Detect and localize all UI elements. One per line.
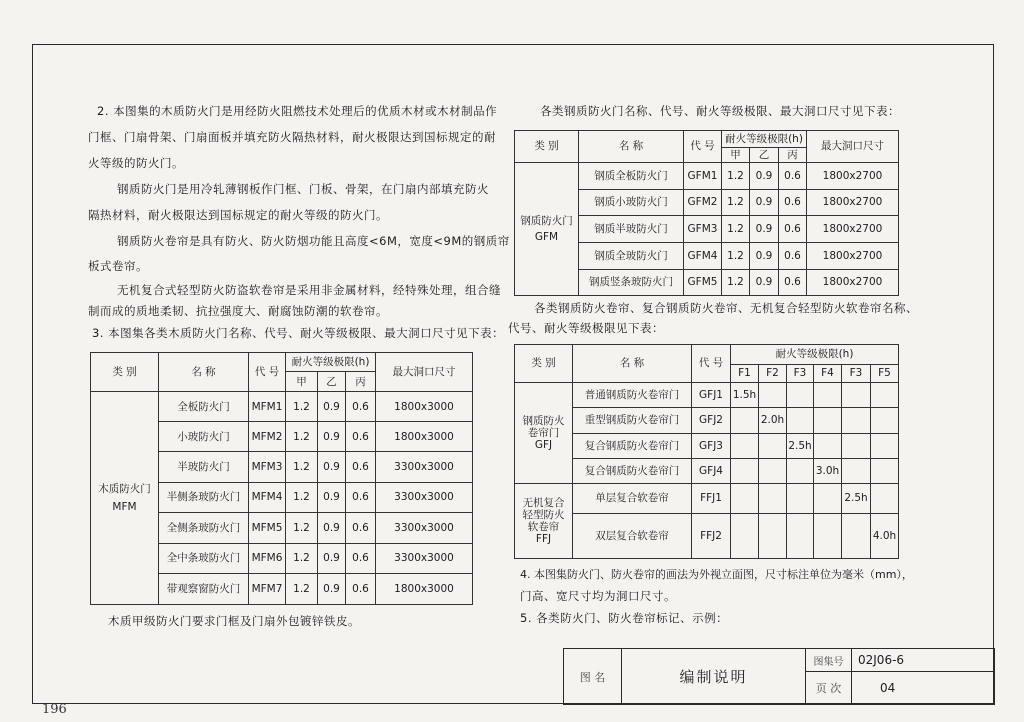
shutter-header-f2: F2	[759, 365, 787, 383]
cell-code: MFM5	[249, 513, 286, 544]
cell-code: GFM2	[684, 190, 722, 216]
cell-code: MFM2	[249, 422, 286, 452]
title-block	[563, 648, 995, 705]
steel-door-table	[514, 130, 899, 296]
wood-category-label: 木质防火门	[98, 482, 151, 495]
cell-b: 0.9	[318, 391, 346, 422]
cell-code: GFJ3	[692, 434, 731, 459]
steel-header-code: 代 号	[684, 131, 722, 163]
cell-name: 钢质全板防火门	[579, 163, 684, 190]
cell-a: 1.2	[722, 270, 750, 296]
steel-header-name: 名 称	[579, 131, 684, 163]
cell-a: 1.2	[722, 243, 750, 270]
wood-category-cell	[91, 391, 159, 604]
table-row	[515, 408, 899, 434]
wood-door-table	[90, 352, 473, 605]
cell-size: 3300x3000	[376, 482, 473, 513]
cell-b: 0.9	[750, 243, 779, 270]
steel-header-size: 最大洞口尺寸	[807, 131, 899, 163]
shutter-header-f3: F3	[787, 365, 814, 383]
wood-header-name: 名 称	[159, 353, 249, 392]
cell-a: 1.2	[286, 574, 318, 605]
steel-header-category: 类 别	[515, 131, 579, 163]
cell-b: 0.9	[318, 513, 346, 544]
cell-code: FFJ1	[692, 484, 731, 514]
cell-f4	[814, 514, 842, 559]
steel-header-c: 丙	[779, 148, 807, 163]
wood-header-b: 乙	[318, 372, 346, 391]
cell-name: 钢质半玻防火门	[579, 216, 684, 243]
cell-c: 0.6	[346, 513, 376, 544]
cell-f3b	[842, 408, 871, 434]
item4-line1: 4. 本图集防火门、防火卷帘的画法为外视立面图，尺寸标注单位为毫米（mm），	[520, 568, 913, 581]
cell-f5	[871, 459, 899, 484]
steel-header-b: 乙	[750, 148, 779, 163]
cell-code: GFM5	[684, 270, 722, 296]
page-number: 196	[42, 702, 67, 717]
group1-label-1: 钢质防火	[522, 414, 565, 427]
cell-f5: 4.0h	[871, 514, 899, 559]
cell-b: 0.9	[318, 451, 346, 482]
shutter-header-f5: F5	[871, 365, 899, 383]
table-row	[515, 514, 899, 559]
cell-b: 0.9	[318, 574, 346, 605]
cell-f2	[759, 434, 787, 459]
shutter-header-f4: F4	[814, 365, 842, 383]
cell-name: 复合钢质防火卷帘门	[573, 434, 692, 459]
table-row	[91, 391, 473, 422]
table-row	[515, 459, 899, 484]
shutter-table	[514, 344, 899, 559]
cell-f3b	[842, 459, 871, 484]
para1-line2: 门框、门扇骨架、门扇面板并填充防火隔热材料，耐火极限达到国标规定的耐	[88, 130, 496, 144]
steel-category-code: GFM	[534, 231, 559, 243]
para4-line1: 无机复合式轻型防火防盗软卷帘是采用非金属材料，经特殊处理，组合缝	[117, 283, 501, 297]
cell-size: 1800x2700	[807, 190, 899, 216]
cell-code: GFJ1	[692, 383, 731, 408]
cell-f1: 1.5h	[731, 383, 759, 408]
group2-label-1: 无机复合	[522, 496, 565, 509]
cell-name: 复合钢质防火卷帘门	[573, 459, 692, 484]
cell-name: 半侧条玻防火门	[159, 482, 249, 513]
cell-c: 0.6	[779, 243, 807, 270]
title-block-page: 04	[852, 672, 995, 705]
title-block-atlas-label: 图集号	[806, 649, 852, 672]
steel-intro: 各类钢质防火门名称、代号、耐火等级极限、最大洞口尺寸见下表：	[540, 104, 900, 118]
cell-name: 双层复合软卷帘	[573, 514, 692, 559]
group2-label-3: 软卷帘	[527, 521, 560, 533]
cell-c: 0.6	[779, 270, 807, 296]
para2-line2: 隔热材料，耐火极限达到国标规定的耐火等级的防火门。	[88, 208, 388, 222]
cell-name: 全中条玻防火门	[159, 543, 249, 574]
cell-f1	[731, 514, 759, 559]
steel-category-label: 钢质防火门	[520, 214, 573, 227]
cell-size: 1800x2700	[807, 243, 899, 270]
shutter-group2-cell	[515, 484, 573, 559]
group1-code: GFJ	[534, 439, 553, 452]
cell-size: 1800x3000	[376, 422, 473, 452]
group2-label-2: 轻型防火	[522, 508, 565, 521]
table-row	[515, 383, 899, 408]
group1-label-2: 卷帘门	[527, 426, 560, 439]
title-block-name-label: 图 名	[564, 649, 622, 705]
shutter-intro-line1: 各类钢质防火卷帘、复合钢质防火卷帘、无机复合轻型防火软卷帘名称、	[534, 301, 918, 315]
cell-f2	[759, 514, 787, 559]
cell-f1	[731, 434, 759, 459]
cell-c: 0.6	[346, 451, 376, 482]
cell-f2: 2.0h	[759, 408, 787, 434]
cell-b: 0.9	[750, 270, 779, 296]
para1-line3: 火等级的防火门。	[88, 156, 184, 170]
item4-line2: 门高、宽尺寸均为洞口尺寸。	[520, 589, 676, 603]
cell-name: 钢质竖条玻防火门	[579, 270, 684, 296]
title-block-page-label: 页 次	[806, 672, 852, 705]
cell-f3	[787, 383, 814, 408]
cell-code: MFM7	[249, 574, 286, 605]
cell-f2	[759, 484, 787, 514]
cell-f2	[759, 383, 787, 408]
cell-f3b: 2.5h	[842, 484, 871, 514]
cell-a: 1.2	[286, 422, 318, 452]
cell-f5	[871, 408, 899, 434]
wood-header-code: 代 号	[249, 353, 286, 392]
cell-name: 重型钢质防火卷帘门	[573, 408, 692, 434]
shutter-header-f1: F1	[731, 365, 759, 383]
cell-b: 0.9	[318, 543, 346, 574]
wood-header-size: 最大洞口尺寸	[376, 353, 473, 392]
cell-f3	[787, 459, 814, 484]
item3-text: 3. 本图集各类木质防火门名称、代号、耐火等级极限、最大洞口尺寸见下表：	[92, 326, 505, 340]
shutter-header-name: 名 称	[573, 345, 692, 383]
cell-a: 1.2	[286, 391, 318, 422]
cell-name: 普通钢质防火卷帘门	[573, 383, 692, 408]
wood-category-code: MFM	[112, 500, 137, 513]
para1-line1: 2. 本图集的木质防火门是用经防火阻燃技术处理后的优质木材或木材制品作	[97, 104, 498, 118]
cell-f1	[731, 484, 759, 514]
cell-c: 0.6	[346, 422, 376, 452]
shutter-header-category: 类 别	[515, 345, 573, 383]
cell-size: 3300x3000	[376, 543, 473, 574]
cell-code: MFM4	[249, 482, 286, 513]
para2-line1: 钢质防火门是用冷轧薄钢板作门框、门板、骨架，在门扇内部填充防火	[117, 182, 489, 196]
cell-f3b	[842, 514, 871, 559]
cell-code: GFJ2	[692, 408, 731, 434]
cell-name: 小玻防火门	[159, 422, 249, 452]
cell-b: 0.9	[318, 422, 346, 452]
cell-a: 1.2	[286, 543, 318, 574]
cell-name: 单层复合软卷帘	[573, 484, 692, 514]
wood-header-c: 丙	[346, 372, 376, 391]
cell-c: 0.6	[346, 574, 376, 605]
cell-f4	[814, 484, 842, 514]
cell-f5	[871, 484, 899, 514]
cell-b: 0.9	[750, 190, 779, 216]
shutter-header-code: 代 号	[692, 345, 731, 383]
cell-size: 3300x3000	[376, 451, 473, 482]
shutter-intro-line2: 代号、耐火等级极限见下表：	[508, 321, 664, 335]
para3-line2: 板式卷帘。	[88, 259, 148, 273]
cell-f3	[787, 408, 814, 434]
cell-a: 1.2	[286, 451, 318, 482]
cell-f5	[871, 383, 899, 408]
cell-code: FFJ2	[692, 514, 731, 559]
cell-a: 1.2	[722, 216, 750, 243]
cell-c: 0.6	[779, 163, 807, 190]
cell-b: 0.9	[750, 216, 779, 243]
cell-name: 钢质全玻防火门	[579, 243, 684, 270]
wood-note: 木质甲级防火门要求门框及门扇外包镀锌铁皮。	[108, 614, 360, 628]
wood-header-a: 甲	[286, 372, 318, 391]
table-row	[515, 484, 899, 514]
cell-f3	[787, 484, 814, 514]
cell-c: 0.6	[346, 482, 376, 513]
wood-header-grade: 耐火等级极限(h)	[286, 353, 376, 372]
cell-f3: 2.5h	[787, 434, 814, 459]
cell-size: 1800x2700	[807, 216, 899, 243]
cell-c: 0.6	[779, 190, 807, 216]
cell-c: 0.6	[346, 543, 376, 574]
cell-name: 半玻防火门	[159, 451, 249, 482]
cell-f1	[731, 459, 759, 484]
cell-code: GFM4	[684, 243, 722, 270]
cell-size: 1800x3000	[376, 391, 473, 422]
cell-f3	[787, 514, 814, 559]
cell-f1	[731, 408, 759, 434]
cell-name: 全侧条玻防火门	[159, 513, 249, 544]
cell-f4	[814, 383, 842, 408]
cell-f3b	[842, 434, 871, 459]
cell-a: 1.2	[286, 513, 318, 544]
cell-f4	[814, 408, 842, 434]
cell-f5	[871, 434, 899, 459]
cell-code: MFM6	[249, 543, 286, 574]
cell-f4: 3.0h	[814, 459, 842, 484]
table-row	[515, 163, 899, 190]
group2-code: FFJ	[535, 533, 552, 546]
table-row	[515, 434, 899, 459]
cell-size: 1800x3000	[376, 574, 473, 605]
cell-c: 0.6	[346, 391, 376, 422]
cell-code: MFM1	[249, 391, 286, 422]
steel-header-a: 甲	[722, 148, 750, 163]
para4-line2: 制而成的质地柔韧、抗拉强度大、耐腐蚀防潮的软卷帘。	[88, 304, 388, 318]
cell-size: 1800x2700	[807, 163, 899, 190]
cell-code: MFM3	[249, 451, 286, 482]
cell-f4	[814, 434, 842, 459]
cell-name: 全板防火门	[159, 391, 249, 422]
cell-b: 0.9	[318, 482, 346, 513]
cell-code: GFJ4	[692, 459, 731, 484]
shutter-group1-cell	[515, 383, 573, 484]
cell-size: 3300x3000	[376, 513, 473, 544]
cell-f3b	[842, 383, 871, 408]
cell-code: GFM1	[684, 163, 722, 190]
steel-header-grade: 耐火等级极限(h)	[722, 131, 807, 148]
title-block-title: 编制说明	[622, 649, 806, 705]
wood-header-category: 类 别	[91, 353, 159, 392]
cell-code: GFM3	[684, 216, 722, 243]
cell-size: 1800x2700	[807, 270, 899, 296]
steel-category-cell	[515, 163, 579, 296]
para3-line1: 钢质防火卷帘是具有防火、防火防烟功能且高度<6M，宽度<9M的钢质帘	[117, 234, 510, 248]
cell-a: 1.2	[286, 482, 318, 513]
cell-f2	[759, 459, 787, 484]
cell-a: 1.2	[722, 190, 750, 216]
shutter-header-grade: 耐火等级极限(h)	[731, 345, 899, 365]
item5-text: 5. 各类防火门、防火卷帘标记、示例：	[520, 611, 729, 625]
title-block-atlas-no: 02J06-6	[852, 649, 995, 672]
cell-name: 钢质小玻防火门	[579, 190, 684, 216]
cell-a: 1.2	[722, 163, 750, 190]
cell-name: 带观察窗防火门	[159, 574, 249, 605]
shutter-header-f3b: F3	[842, 365, 871, 383]
cell-c: 0.6	[779, 216, 807, 243]
cell-b: 0.9	[750, 163, 779, 190]
